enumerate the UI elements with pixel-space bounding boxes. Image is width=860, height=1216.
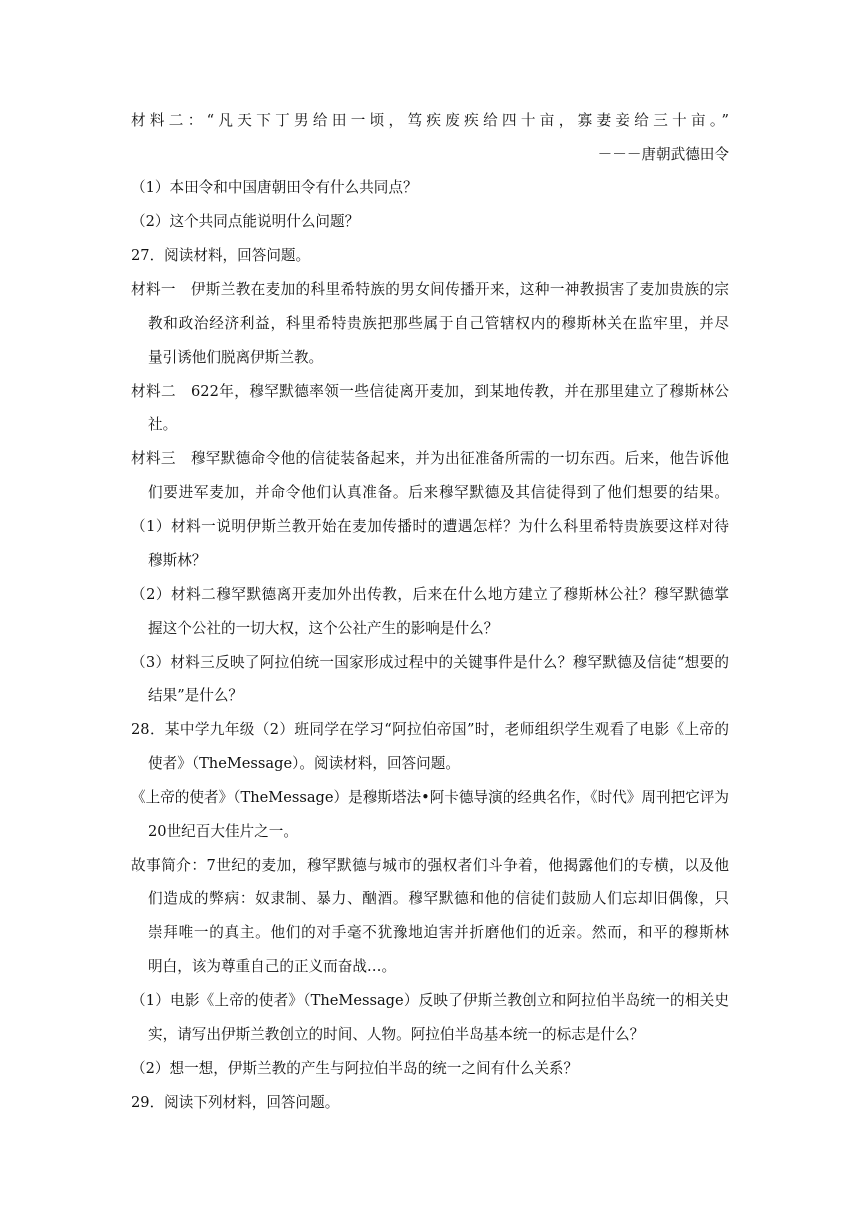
q27-sub-3-line-2: 结果”是什么？ [148, 687, 244, 704]
q27-material-2-line-2: 社。 [148, 416, 178, 433]
question-28-line-2: 使者》（TheMessage）。阅读材料，回答问题。 [148, 755, 460, 772]
question-29-heading: 29．阅读下列材料，回答问题。 [131, 1094, 340, 1111]
q27-material-2-line-1: 材料二 622年，穆罕默德率领一些信徒离开麦加，到某地传教，并在那里建立了穆斯林公 [131, 383, 729, 400]
q27-sub-3-line-1: （3）材料三反映了阿拉伯统一国家形成过程中的关键事件是什么？穆罕默德及信徒“想要的 [131, 654, 729, 671]
q28-synopsis-line-4: 明白，该为尊重自己的正义而奋战…。 [148, 958, 397, 975]
q27-material-1-line-2: 教和政治经济利益，科里希特贵族把那些属于自己管辖权内的穆斯林关在监牢里，并尽 [148, 315, 729, 332]
q27-material-3-line-2: 们要进军麦加，并命令他们认真准备。后来穆罕默德及其信徒得到了他们想要的结果。 [148, 484, 729, 501]
question-28-line-1: 28．某中学九年级（2）班同学在学习“阿拉伯帝国”时，老师组织学生观看了电影《上帝的 [131, 721, 729, 738]
q27-material-3-line-1: 材料三 穆罕默德命令他的信徒装备起来，并为出征准备所需的一切东西。后来，他告诉他 [131, 450, 729, 467]
q28-synopsis-line-1: 故事简介：7世纪的麦加，穆罕默德与城市的强权者们斗争着，他揭露他们的专横，以及他 [131, 857, 729, 874]
q28-synopsis-line-3: 崇拜唯一的真主。他们的对手毫不犹豫地迫害并折磨他们的近亲。然而，和平的穆斯林 [148, 924, 729, 941]
q27-sub-1-line-1: （1）材料一说明伊斯兰教开始在麦加传播时的遭遇怎样？为什么科里希特贵族要这样对待 [131, 518, 729, 535]
q27-sub-2-line-2: 握这个公社的一切大权，这个公社产生的影响是什么？ [148, 620, 499, 637]
question-27-heading: 27．阅读材料，回答问题。 [131, 247, 311, 264]
q27-sub-2-line-1: （2）材料二穆罕默德离开麦加外出传教，后来在什么地方建立了穆斯林公社？穆罕默德掌 [131, 586, 729, 603]
tang-source-attribution: －－－唐朝武德田令 [597, 146, 729, 163]
q28-film-intro-line-1: 《上帝的使者》（TheMessage）是穆斯塔法•阿卡德导演的经典名作，《时代》周刊把它评为 [131, 789, 729, 806]
q28-synopsis-line-2: 们造成的弊病：奴隶制、暴力、酗酒。穆罕默德和他的信徒们鼓励人们忘却旧偶像，只 [148, 890, 729, 907]
q28-sub-1-line-2: 实，请写出伊斯兰教创立的时间、人物。阿拉伯半岛基本统一的标志是什么？ [148, 1026, 645, 1043]
material-2-tang-quote: 材料二：“凡天下丁男给田一顷，笃疾废疾给四十亩，寡妻妾给三十亩。” [131, 112, 729, 129]
question-1: （1）本田令和中国唐朝田令有什么共同点？ [131, 179, 418, 196]
q28-sub-2: （2）想一想，伊斯兰教的产生与阿拉伯半岛的统一之间有什么关系？ [131, 1060, 579, 1077]
q27-material-1-line-3: 量引诱他们脱离伊斯兰教。 [148, 349, 324, 366]
q27-sub-1-line-2: 穆斯林？ [148, 552, 207, 569]
q28-sub-1-line-1: （1）电影《上帝的使者》（TheMessage）反映了伊斯兰教创立和阿拉伯半岛统一的相关史 [131, 992, 729, 1009]
q28-film-intro-line-2: 20世纪百大佳片之一。 [148, 823, 298, 840]
question-2: （2）这个共同点能说明什么问题？ [131, 213, 360, 230]
q27-material-1-line-1: 材料一 伊斯兰教在麦加的科里希特族的男女间传播开来，这种一神教损害了麦加贵族的宗 [131, 281, 729, 298]
